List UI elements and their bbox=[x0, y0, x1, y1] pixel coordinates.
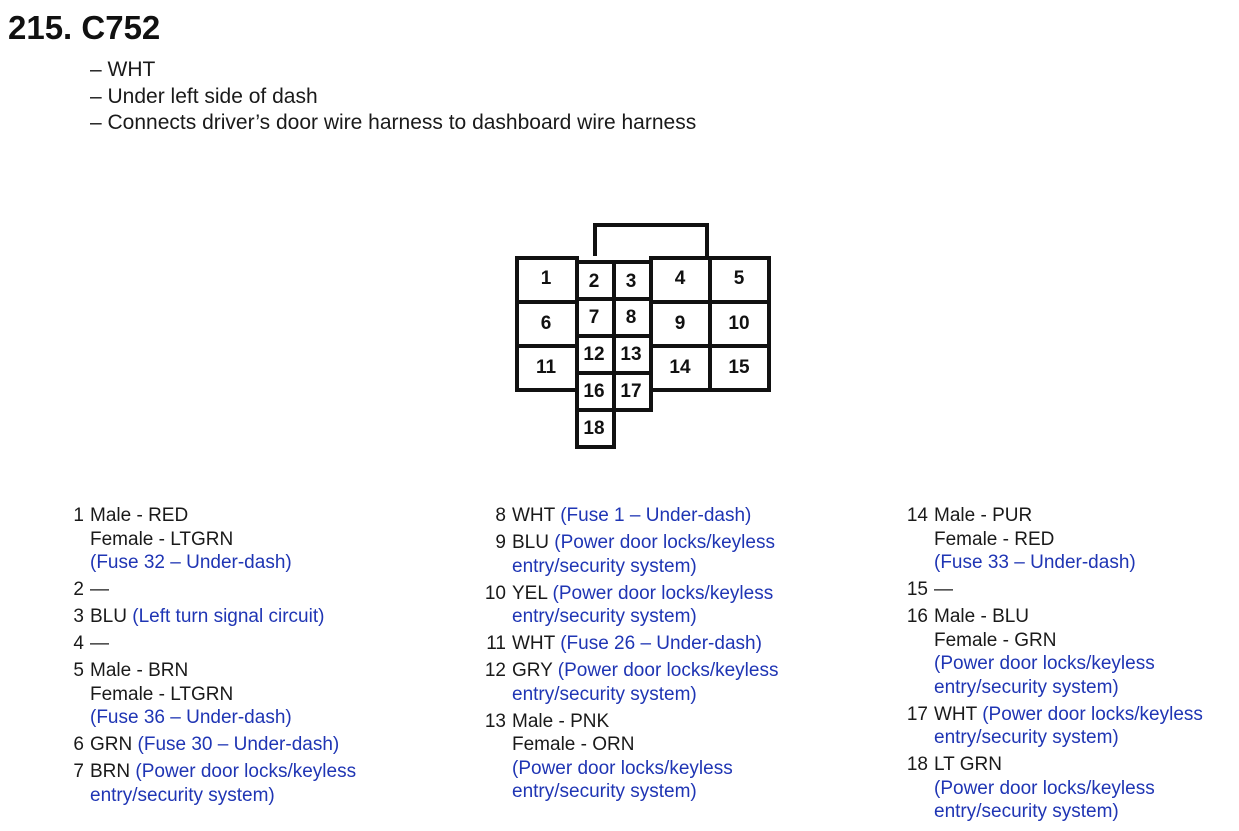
pin-label-11: 11 bbox=[535, 357, 557, 378]
pin-circuit-cont: entry/security system) bbox=[512, 555, 697, 577]
pin-label-10: 10 bbox=[728, 313, 750, 334]
pin-wire: LT GRN bbox=[934, 754, 1002, 775]
pin-circuit: (Power door locks/keyless bbox=[554, 532, 775, 553]
pin-label-3: 3 bbox=[625, 271, 637, 292]
pin-circuit: (Left turn signal circuit) bbox=[132, 606, 325, 627]
pin-entry-16 bbox=[903, 605, 1203, 699]
pin-number: 15 bbox=[906, 579, 928, 600]
pin-label-16: 16 bbox=[583, 381, 605, 402]
pin-label-5: 5 bbox=[733, 268, 745, 289]
pin-circuit: (Fuse 36 – Under-dash) bbox=[90, 707, 292, 728]
pin-circuit: (Fuse 33 – Under-dash) bbox=[934, 552, 1136, 573]
pin-male-wire: Male - BRN bbox=[90, 660, 189, 681]
pin-entry-3 bbox=[68, 605, 356, 629]
pin-label-4: 4 bbox=[674, 268, 686, 289]
pin-label-7: 7 bbox=[588, 307, 600, 328]
pin-number: 1 bbox=[73, 505, 84, 526]
pin-number: 7 bbox=[73, 761, 84, 782]
pin-circuit-cont: entry/security system) bbox=[934, 727, 1119, 748]
pin-unused: — bbox=[934, 579, 953, 600]
pin-unused: — bbox=[90, 633, 109, 654]
pin-list-column-1 bbox=[68, 504, 356, 811]
pin-circuit: (Power door locks/keyless bbox=[934, 777, 1155, 799]
pin-circuit: (Power door locks/keyless bbox=[512, 757, 733, 779]
pin-entry-6 bbox=[68, 733, 356, 757]
pin-wire: BLU bbox=[512, 532, 549, 553]
pin-label-2: 2 bbox=[588, 271, 600, 292]
pin-entry-5 bbox=[68, 659, 356, 730]
pin-entry-2 bbox=[68, 578, 356, 602]
pin-circuit: (Power door locks/keyless bbox=[982, 703, 1203, 725]
pin-circuit-cont: entry/security system) bbox=[512, 683, 697, 705]
note-location: – Under left side of dash bbox=[90, 84, 696, 111]
pin-circuit-cont: entry/security system) bbox=[934, 676, 1119, 698]
pin-entry-15 bbox=[903, 578, 1203, 602]
pin-wire: YEL bbox=[512, 582, 548, 604]
pin-entry-4 bbox=[68, 632, 356, 656]
pin-wire: WHT bbox=[934, 703, 977, 725]
pin-number: 18 bbox=[906, 754, 928, 775]
pin-entry-7 bbox=[68, 760, 356, 807]
pin-entry-18 bbox=[903, 753, 1203, 824]
connector-face-diagram bbox=[510, 218, 776, 454]
pin-label-14: 14 bbox=[669, 357, 691, 378]
pin-label-1: 1 bbox=[540, 268, 552, 289]
pin-circuit: (Power door locks/keyless bbox=[552, 582, 774, 604]
pin-wire: BLU bbox=[90, 606, 127, 627]
pin-list-column-2 bbox=[481, 504, 778, 807]
pin-wire: WHT bbox=[512, 633, 555, 654]
pin-female-wire: Female - ORN bbox=[512, 734, 635, 755]
pin-number: 11 bbox=[486, 633, 506, 654]
pin-circuit-cont: entry/security system) bbox=[512, 606, 697, 627]
pin-number: 6 bbox=[73, 734, 84, 755]
pin-circuit: (Power door locks/keyless bbox=[135, 761, 357, 782]
pin-number: 16 bbox=[906, 606, 928, 627]
pin-circuit-cont: entry/security system) bbox=[934, 801, 1119, 822]
pin-male-wire: Male - PNK bbox=[512, 710, 610, 732]
pin-label-13: 13 bbox=[620, 344, 642, 365]
pin-label-17: 17 bbox=[620, 381, 642, 402]
pin-label-12: 12 bbox=[583, 344, 605, 365]
pin-number: 2 bbox=[73, 579, 84, 600]
pin-unused: — bbox=[90, 579, 109, 600]
pin-number: 14 bbox=[906, 505, 928, 526]
page-title: 215. C752 bbox=[8, 9, 161, 46]
pin-female-wire: Female - LTGRN bbox=[90, 683, 234, 705]
pin-entry-1 bbox=[68, 504, 356, 575]
pin-female-wire: Female - LTGRN bbox=[90, 528, 234, 550]
pin-wire: GRY bbox=[512, 660, 553, 681]
pin-number: 17 bbox=[906, 703, 928, 725]
pin-number: 5 bbox=[73, 660, 84, 681]
pin-circuit: (Fuse 32 – Under-dash) bbox=[90, 552, 292, 573]
pin-entry-14 bbox=[903, 504, 1203, 575]
pin-female-wire: Female - GRN bbox=[934, 629, 1057, 651]
pin-male-wire: Male - BLU bbox=[934, 606, 1030, 627]
pin-entry-9 bbox=[481, 531, 778, 578]
pin-entry-12 bbox=[481, 659, 778, 706]
pin-label-18: 18 bbox=[583, 418, 605, 439]
pin-circuit: (Power door locks/keyless bbox=[934, 653, 1155, 674]
note-color: – WHT bbox=[90, 57, 696, 84]
pin-number: 13 bbox=[484, 710, 506, 732]
pin-number: 3 bbox=[73, 606, 84, 627]
pin-wire: GRN bbox=[90, 734, 133, 755]
note-connects: – Connects driver’s door wire harness to dashboard wire harness bbox=[90, 110, 696, 137]
pin-circuit: (Fuse 26 – Under-dash) bbox=[560, 633, 762, 654]
pin-number: 9 bbox=[495, 532, 506, 553]
pin-number: 4 bbox=[73, 633, 84, 654]
pin-entry-17 bbox=[903, 703, 1203, 750]
connector-latch bbox=[595, 225, 707, 256]
pin-label-6: 6 bbox=[540, 313, 552, 334]
pin-circuit: (Fuse 30 – Under-dash) bbox=[137, 734, 340, 755]
pin-number: 12 bbox=[484, 660, 506, 681]
pin-number: 8 bbox=[495, 505, 506, 526]
pin-label-9: 9 bbox=[674, 313, 686, 334]
pin-female-wire: Female - RED bbox=[934, 528, 1055, 550]
pin-entry-13 bbox=[481, 710, 778, 804]
pin-wire: BRN bbox=[90, 761, 131, 782]
pin-wire: WHT bbox=[512, 505, 555, 526]
pin-entry-10 bbox=[481, 582, 778, 629]
connector-notes bbox=[90, 57, 696, 137]
pin-label-8: 8 bbox=[625, 307, 637, 328]
pin-list-column-3 bbox=[903, 504, 1203, 827]
pin-male-wire: Male - PUR bbox=[934, 505, 1033, 526]
pin-entry-8 bbox=[481, 504, 778, 528]
pin-male-wire: Male - RED bbox=[90, 505, 189, 526]
pin-entry-11 bbox=[481, 632, 778, 656]
pin-label-15: 15 bbox=[728, 357, 750, 378]
pin-circuit: (Fuse 1 – Under-dash) bbox=[560, 505, 752, 526]
pin-circuit-cont: entry/security system) bbox=[90, 784, 275, 806]
pin-number: 10 bbox=[484, 582, 506, 604]
pin-circuit-cont: entry/security system) bbox=[512, 781, 697, 802]
pin-circuit: (Power door locks/keyless bbox=[557, 660, 779, 681]
